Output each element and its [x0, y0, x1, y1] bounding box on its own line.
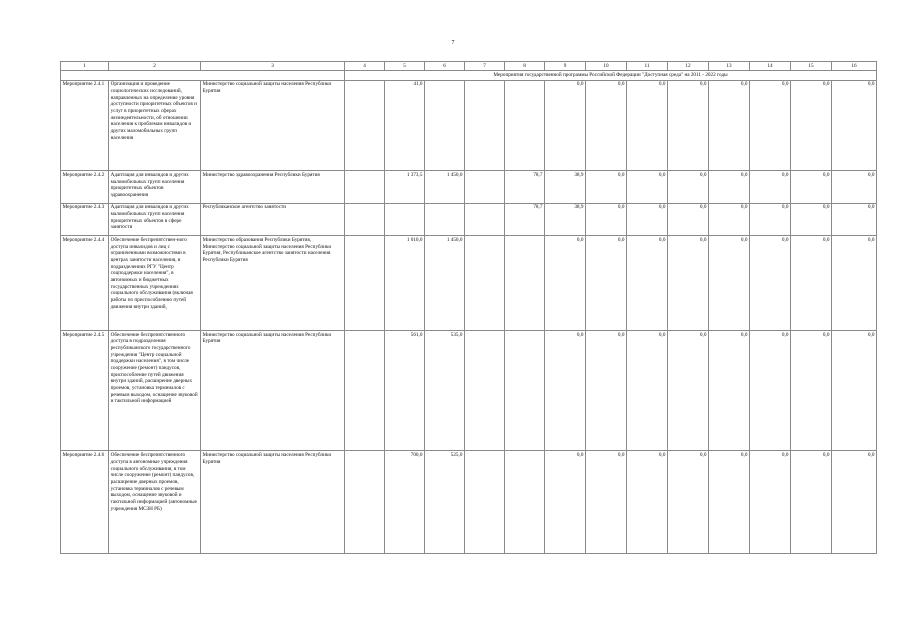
table-row: [61, 171, 877, 204]
value-cell: 0,0: [586, 80, 627, 171]
activity-name: Обеспечение беспрепятственного доступа в подразделения республиканского государственного учреждения "Центр социальной поддержки населения", в том числе сооружение (ремонт) пандусов, приспособление путей движения внутри зданий, расширение дверных проемов, установка терминалов с речевым выходом, оснащение звуковой и тактильной информацией: [109, 330, 201, 451]
value-cell: [505, 80, 545, 171]
value-cell: 0,0: [627, 203, 668, 236]
activity-executor: Министерство социальной защиты населения Республики Бурятия: [201, 330, 345, 451]
table-row: [61, 236, 877, 331]
value-cell: [465, 80, 505, 171]
value-cell: [465, 236, 505, 331]
page-number: 7: [451, 40, 455, 46]
activity-code: Мероприятие 2.4.1: [61, 80, 109, 171]
activity-executor: Министерство здравоохранения Республики Бурятия: [201, 171, 345, 204]
value-cell: 1 450,0: [425, 171, 465, 204]
value-cell: 0,0: [791, 236, 832, 331]
value-cell: 0,0: [627, 330, 668, 451]
program-activities-table: [60, 61, 877, 554]
value-cell: 0,0: [791, 451, 832, 554]
column-number: 9: [545, 62, 586, 71]
table-row: [61, 451, 877, 554]
value-cell: [345, 80, 385, 171]
value-cell: [465, 451, 505, 554]
value-cell: 0,0: [668, 171, 709, 204]
value-cell: 0,0: [832, 80, 877, 171]
column-number: 10: [586, 62, 627, 71]
value-cell: 0,0: [791, 330, 832, 451]
value-cell: 535,0: [425, 330, 465, 451]
column-number: 13: [709, 62, 750, 71]
value-cell: 38,9: [545, 203, 586, 236]
activity-name: Адаптация для инвалидов и других маломобильных групп населения приоритетных объектов здравоохранения: [109, 171, 201, 204]
value-cell: 1 450,0: [425, 236, 465, 331]
activity-executor: Министерство социальной защиты населения Республики Бурятия: [201, 451, 345, 554]
value-cell: 0,0: [750, 236, 791, 331]
activity-executor: Министерство социальной защиты населения Республики Бурятия: [201, 80, 345, 171]
value-cell: [345, 203, 385, 236]
column-number: 6: [425, 62, 465, 71]
value-cell: 0,0: [791, 80, 832, 171]
value-cell: 0,0: [750, 203, 791, 236]
value-cell: 0,0: [709, 236, 750, 331]
column-number: 7: [465, 62, 505, 71]
value-cell: 0,0: [668, 236, 709, 331]
value-cell: 0,0: [627, 236, 668, 331]
column-number: 8: [505, 62, 545, 71]
value-cell: 0,0: [832, 171, 877, 204]
column-number: 4: [345, 62, 385, 71]
section-spacer: [61, 71, 345, 80]
column-number: 1: [61, 62, 109, 71]
value-cell: 0,0: [627, 80, 668, 171]
value-cell: 78,7: [505, 171, 545, 204]
table-row: [61, 203, 877, 236]
value-cell: 1 010,0: [385, 236, 425, 331]
column-number: 14: [750, 62, 791, 71]
value-cell: [345, 330, 385, 451]
value-cell: [345, 236, 385, 331]
value-cell: 0,0: [668, 203, 709, 236]
value-cell: 0,0: [750, 171, 791, 204]
value-cell: 0,0: [750, 80, 791, 171]
value-cell: 0,0: [791, 203, 832, 236]
value-cell: 561,0: [385, 330, 425, 451]
value-cell: [345, 451, 385, 554]
column-number: 3: [201, 62, 345, 71]
value-cell: 0,0: [832, 203, 877, 236]
activity-name: Адаптация для инвалидов и других маломобильных групп населения приоритетных объектов в сфере занятости: [109, 203, 201, 236]
value-cell: 0,0: [832, 330, 877, 451]
value-cell: 0,0: [709, 330, 750, 451]
value-cell: 1 373,5: [385, 171, 425, 204]
activity-code: Мероприятие 2.4.6: [61, 451, 109, 554]
value-cell: 0,0: [545, 236, 586, 331]
value-cell: 0,0: [668, 451, 709, 554]
value-cell: 0,0: [709, 171, 750, 204]
value-cell: 78,7: [505, 203, 545, 236]
value-cell: 0,0: [586, 171, 627, 204]
column-number-row: [61, 62, 877, 71]
value-cell: 0,0: [668, 330, 709, 451]
value-cell: 0,0: [832, 451, 877, 554]
activity-executor: Министерство образования Республики Бурятия, Министерство социальной защиты населения Республики Бурятия, Республиканское агентство занятости населения Республики Бурятия: [201, 236, 345, 331]
value-cell: 0,0: [791, 171, 832, 204]
value-cell: 700,0: [385, 451, 425, 554]
value-cell: [505, 451, 545, 554]
value-cell: 525,0: [425, 451, 465, 554]
value-cell: 0,0: [750, 451, 791, 554]
value-cell: 0,0: [586, 330, 627, 451]
activity-name: Обеспечение беспрепятствен-ного доступа инвалидов и лиц с ограниченными возможностями в центрах занятости населения, в подразделениях РГУ "Центр соцподдержки населения", в автономных и бюджетных государственных учреждениях социального обслуживания (включая работы по приспособлению путей движения внутри зданий,: [109, 236, 201, 331]
column-number: 12: [668, 62, 709, 71]
column-number: 15: [791, 62, 832, 71]
activity-code: Мероприятие 2.4.4: [61, 236, 109, 331]
value-cell: 0,0: [750, 330, 791, 451]
value-cell: 0,0: [627, 451, 668, 554]
value-cell: 41,0: [385, 80, 425, 171]
column-number: 2: [109, 62, 201, 71]
value-cell: 0,0: [668, 80, 709, 171]
value-cell: [465, 330, 505, 451]
table-row: [61, 80, 877, 171]
value-cell: [505, 236, 545, 331]
value-cell: [465, 203, 505, 236]
table-row: [61, 330, 877, 451]
column-number: 11: [627, 62, 668, 71]
value-cell: 0,0: [709, 80, 750, 171]
value-cell: 0,0: [545, 80, 586, 171]
activity-executor: Республиканское агентство занятости: [201, 203, 345, 236]
value-cell: 0,0: [627, 171, 668, 204]
activity-code: Мероприятие 2.4.5: [61, 330, 109, 451]
activity-code: Мероприятие 2.4.3: [61, 203, 109, 236]
section-header-row: [61, 71, 877, 80]
value-cell: [465, 171, 505, 204]
column-number: 5: [385, 62, 425, 71]
activity-name: Обеспечение беспрепятственного доступа в автономные учреждения социального обслуживания, в том числе сооружение (ремонт) пандусов, расширение дверных проемов, установка терминалов с речевым выходом, оснащение звуковой и тактильной информацией (автономные учреждения МСЗН РБ): [109, 451, 201, 554]
activity-name: Организация и проведение социологических исследований, направленных на определение уровня доступности приоритетных объектов и услуг в приоритетных сферах жизнедеятельности, об отношении населения к проблемам инвалидов и других маломобильных групп населения: [109, 80, 201, 171]
column-number: 16: [832, 62, 877, 71]
activity-code: Мероприятие 2.4.2: [61, 171, 109, 204]
value-cell: [385, 203, 425, 236]
value-cell: [425, 80, 465, 171]
value-cell: [425, 203, 465, 236]
value-cell: 0,0: [586, 451, 627, 554]
value-cell: [505, 330, 545, 451]
value-cell: 0,0: [545, 330, 586, 451]
value-cell: 38,9: [545, 171, 586, 204]
value-cell: 0,0: [586, 203, 627, 236]
value-cell: 0,0: [832, 236, 877, 331]
value-cell: 0,0: [545, 451, 586, 554]
section-title: Мероприятия государственной программы Российской Федерации "Доступная среда" на 2011 - 2022 годы: [345, 71, 877, 80]
value-cell: 0,0: [709, 451, 750, 554]
value-cell: [345, 171, 385, 204]
value-cell: 0,0: [709, 203, 750, 236]
value-cell: 0,0: [586, 236, 627, 331]
